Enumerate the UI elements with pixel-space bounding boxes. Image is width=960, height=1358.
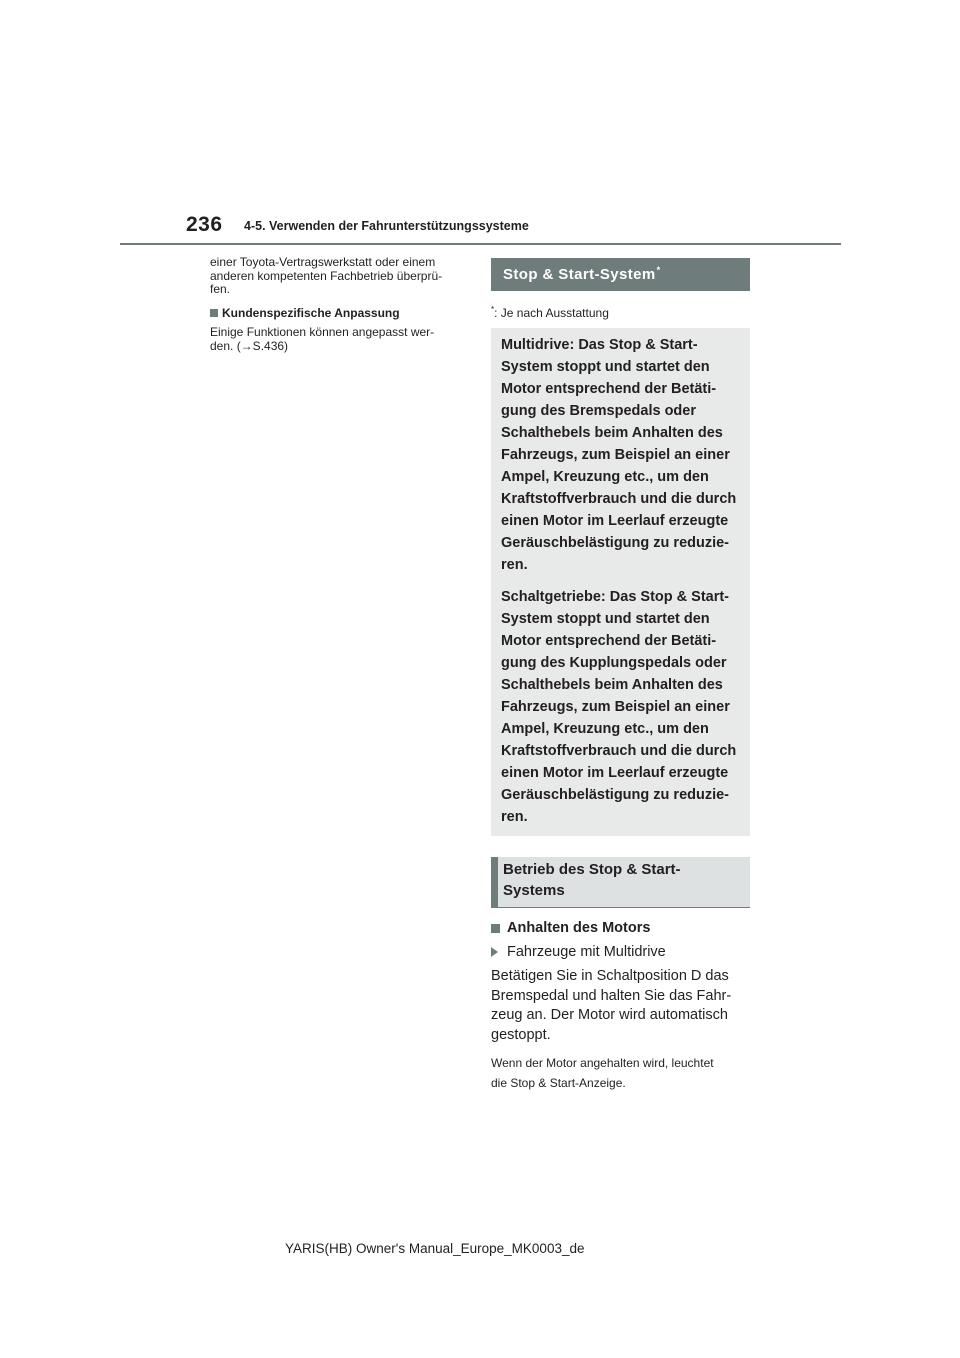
customization-heading-text: Kundenspezifische Anpassung [222,305,400,320]
header-divider [120,243,841,245]
square-bullet-icon [210,309,218,317]
text-line: Fahrzeugs, zum Beispiel an einer [501,699,730,715]
text-line: Betätigen Sie in Schaltposition D das [491,968,729,984]
text-line: Betrieb des Stop & Start- [503,861,681,878]
text-line: Kraftstoffverbrauch und die durch [501,491,737,507]
stopping-engine-heading [491,920,750,936]
footer-text: YARIS(HB) Owner's Manual_Europe_MK0003_de [285,1241,585,1256]
section-title: 4-5. Verwenden der Fahrunterstützungssysteme [244,219,529,233]
left-column [210,256,465,353]
stopping-engine-heading-text: Anhalten des Motors [507,920,651,936]
info-box [491,328,750,836]
customization-body [210,326,465,353]
manual-transmission-paragraph [501,586,740,828]
text-line: Bremspedal und halten Sie das Fahr- [491,987,732,1004]
text-line: Wenn der Motor angehalten wird, leuchtet [491,1056,714,1070]
text-line: Multidrive: Das Stop & Start- [501,337,698,353]
text-line: gung des Kupplungspedals oder [501,655,727,671]
text-line: Schalthebels beim Anhalten des [501,425,723,441]
footnote-symbol: * [491,305,495,314]
text-line: fen. [210,282,231,296]
footnote-text: : Je nach Ausstattung [494,306,609,320]
right-column [491,258,750,1093]
text-line: einen Motor im Leerlauf erzeugte [501,765,729,781]
sub-section-heading [491,857,750,908]
text-line: System stoppt und startet den [501,611,710,627]
text-line: gestoppt. [491,1026,551,1043]
square-bullet-icon [491,924,500,933]
instruction-text [491,967,750,1045]
text-line: anderen kompetenten Fachbetrieb überprü- [210,268,443,283]
section-heading-text: Stop & Start-System [503,266,656,283]
text-line: Ampel, Kreuzung etc., um den [501,469,709,485]
triangle-bullet-icon [491,947,498,957]
text-line: Motor entsprechend der Betäti- [501,381,717,397]
text-line: Schaltgetriebe: Das Stop & Start- [501,589,730,605]
text-line: Fahrzeugs, zum Beispiel an einer [501,447,730,463]
text-line: Kraftstoffverbrauch und die durch [501,743,737,759]
text-line: einen Motor im Leerlauf erzeugte [501,513,729,529]
text-line: gung des Bremspedals oder [501,403,696,419]
text-line: Geräuschbelästigung zu reduzie- [501,787,730,803]
text-line: einer Toyota-Vertragswerkstatt oder einem [210,255,436,269]
continuation-text [210,256,465,297]
text-line: die Stop & Start-Anzeige. [491,1076,626,1090]
text-line: System stoppt und startet den [501,359,710,375]
text-line: Ampel, Kreuzung etc., um den [501,721,709,737]
text-line: Motor entsprechend der Betäti- [501,633,717,649]
text-line: Systems [503,882,565,899]
page-number: 236 [186,213,223,236]
customization-heading [210,307,465,321]
footnote-marker: * [656,264,661,275]
section-heading-box [491,258,750,291]
multidrive-bullet-text: Fahrzeuge mit Multidrive [507,944,666,960]
page-reference-link[interactable]: den. (→S.436) [210,338,289,353]
indicator-note [491,1053,750,1093]
text-line: Schalthebels beim Anhalten des [501,677,723,693]
text-line: ren. [501,557,528,573]
text-line: Einige Funktionen können angepasst wer- [210,325,435,339]
multidrive-paragraph [501,334,740,576]
text-line: Geräuschbelästigung zu reduzie- [501,535,730,551]
text-line: ren. [501,809,528,825]
text-line: zeug an. Der Motor wird automatisch [491,1007,728,1023]
multidrive-bullet [491,944,750,960]
footnote [491,303,750,320]
